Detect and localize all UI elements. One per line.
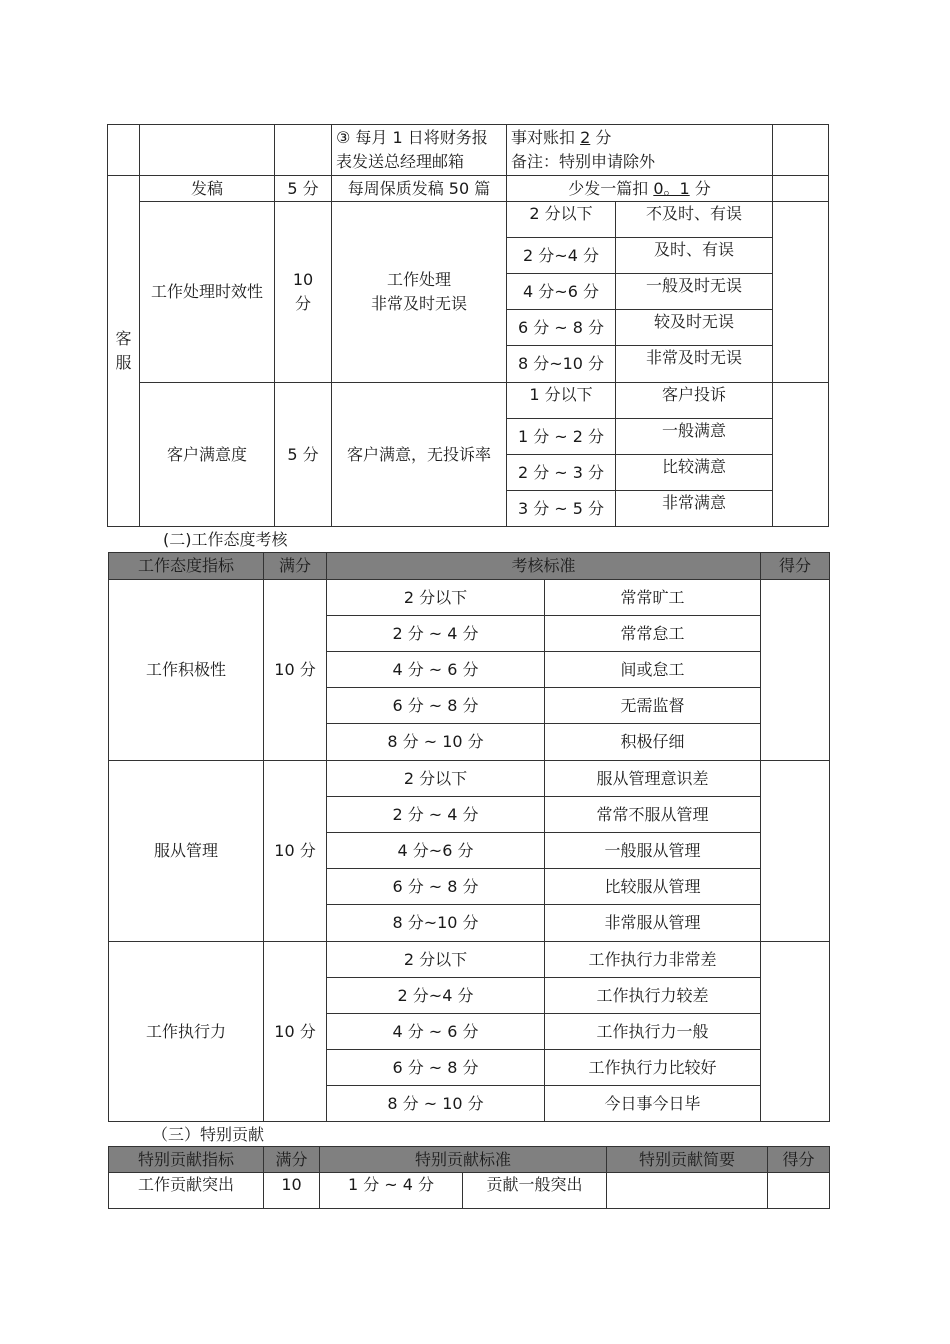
table-row <box>108 202 829 238</box>
full-score: 5 分 <box>275 383 332 527</box>
level-range: 2 分以下 <box>507 202 616 238</box>
level-range: 1 分以下 <box>507 383 616 419</box>
full-score: 10 分 <box>275 202 332 383</box>
level-range: 6 分 ~ 8 分 <box>327 869 545 905</box>
table-row <box>109 761 830 797</box>
item3-line2: 表发送总经理邮箱 <box>336 152 465 171</box>
level-range: 8 分~10 分 <box>327 905 545 942</box>
header-row <box>109 1147 830 1173</box>
special-contribution-table <box>108 1146 830 1209</box>
level-range: 2 分 ~ 3 分 <box>507 455 616 491</box>
level-range: 1 分 ~ 2 分 <box>507 419 616 455</box>
level-range: 2 分以下 <box>327 580 545 616</box>
table-row <box>108 383 829 419</box>
indicator-name: 工作贡献突出 <box>109 1173 264 1209</box>
indicator-name: 服从管理 <box>109 761 264 942</box>
deduction-note: 备注：特别申请除外 <box>511 152 656 171</box>
level-range: 4 分~6 分 <box>327 833 545 869</box>
finance-report-standard <box>332 125 507 176</box>
table-row <box>109 942 830 978</box>
table-cell <box>275 125 332 176</box>
level-desc: 比较服从管理 <box>545 869 761 905</box>
level-range: 1 分 ~ 4 分 <box>320 1173 463 1209</box>
level-desc: 常常怠工 <box>545 616 761 652</box>
deduct-value: 2 <box>580 128 591 147</box>
standard: 每周保质发稿 50 篇 <box>332 176 507 202</box>
department-cell: 客服 <box>108 176 140 527</box>
header-full: 满分 <box>264 1147 320 1173</box>
indicator-name: 工作积极性 <box>109 580 264 761</box>
level-desc: 不及时、有误 <box>616 202 773 238</box>
table-row <box>108 125 829 176</box>
score-cell <box>773 383 829 527</box>
deduction-line <box>511 126 768 150</box>
level-desc: 服从管理意识差 <box>545 761 761 797</box>
indicator-name: 工作执行力 <box>109 942 264 1122</box>
level-desc: 一般及时无误 <box>616 274 773 310</box>
level-desc: 非常满意 <box>616 491 773 527</box>
score-cell <box>768 1173 830 1209</box>
level-range: 6 分 ~ 8 分 <box>327 1050 545 1086</box>
level-range: 6 分 ~ 8 分 <box>327 688 545 724</box>
summary-cell <box>607 1173 768 1209</box>
full-score: 5 分 <box>275 176 332 202</box>
table-cell <box>140 125 275 176</box>
table-row <box>109 1173 830 1209</box>
header-row <box>109 553 830 580</box>
score-cell <box>761 761 830 942</box>
level-desc: 贡献一般突出 <box>463 1173 607 1209</box>
level-range: 4 分 ~ 6 分 <box>327 1014 545 1050</box>
header-standard: 考核标准 <box>327 553 761 580</box>
score-cell <box>761 942 830 1122</box>
level-desc: 工作执行力较差 <box>545 978 761 1014</box>
score-cell <box>761 580 830 761</box>
header-score: 得分 <box>768 1147 830 1173</box>
section3-title: （三）特别贡献 <box>152 1125 265 1144</box>
table-cell <box>108 125 140 176</box>
header-full: 满分 <box>264 553 327 580</box>
header-indicator: 工作态度指标 <box>109 553 264 580</box>
full-score: 10 <box>264 1173 320 1209</box>
level-range: 2 分 ~ 4 分 <box>327 616 545 652</box>
item3-line1: ③ 每月 1 日将财务报 <box>336 128 488 147</box>
performance-table-customer-service <box>107 124 829 527</box>
section2-title: (二)工作态度考核 <box>163 530 288 549</box>
table-row <box>108 176 829 202</box>
rule-prefix: 少发一篇扣 <box>568 178 654 198</box>
score-cell <box>773 202 829 383</box>
header-standard: 特别贡献标准 <box>320 1147 607 1173</box>
header-score: 得分 <box>761 553 830 580</box>
deduct-suffix: 分 <box>590 128 612 147</box>
level-range: 4 分 ~ 6 分 <box>327 652 545 688</box>
level-desc: 非常服从管理 <box>545 905 761 942</box>
level-desc: 非常及时无误 <box>616 346 773 383</box>
full-score: 10 分 <box>264 942 327 1122</box>
level-desc: 较及时无误 <box>616 310 773 346</box>
indicator-name: 客户满意度 <box>140 383 275 527</box>
full-score: 10 分 <box>264 580 327 761</box>
level-desc: 客户投诉 <box>616 383 773 419</box>
header-indicator: 特别贡献指标 <box>109 1147 264 1173</box>
level-desc: 今日事今日毕 <box>545 1086 761 1122</box>
rule-suffix: 分 <box>689 178 711 198</box>
post-deduction-rule <box>507 176 773 202</box>
level-desc: 常常旷工 <box>545 580 761 616</box>
level-range: 4 分~6 分 <box>507 274 616 310</box>
score-cell <box>773 176 829 202</box>
deduction-rule <box>507 125 773 176</box>
rule-value: 0。1 <box>653 178 690 198</box>
table-row <box>109 580 830 616</box>
level-desc: 常常不服从管理 <box>545 797 761 833</box>
work-attitude-table <box>108 552 830 1122</box>
level-desc: 及时、有误 <box>616 238 773 274</box>
level-desc: 无需监督 <box>545 688 761 724</box>
score-cell <box>773 125 829 176</box>
standard-line1: 工作处理 <box>386 270 451 289</box>
standard <box>332 202 507 383</box>
indicator-name: 工作处理时效性 <box>140 202 275 383</box>
level-desc: 比较满意 <box>616 455 773 491</box>
level-range: 2 分 ~ 4 分 <box>327 797 545 833</box>
header-summary: 特别贡献简要 <box>607 1147 768 1173</box>
level-range: 6 分 ~ 8 分 <box>507 310 616 346</box>
deduct-prefix: 事对账扣 <box>511 128 581 147</box>
level-range: 2 分以下 <box>327 761 545 797</box>
level-range: 8 分~10 分 <box>507 346 616 383</box>
level-range: 2 分~4 分 <box>327 978 545 1014</box>
level-desc: 工作执行力比较好 <box>545 1050 761 1086</box>
level-range: 3 分 ~ 5 分 <box>507 491 616 527</box>
level-range: 8 分 ~ 10 分 <box>327 1086 545 1122</box>
level-range: 8 分 ~ 10 分 <box>327 724 545 761</box>
standard: 客户满意，无投诉率 <box>332 383 507 527</box>
level-desc: 积极仔细 <box>545 724 761 761</box>
level-desc: 一般服从管理 <box>545 833 761 869</box>
indicator-name: 发稿 <box>140 176 275 202</box>
level-desc: 一般满意 <box>616 419 773 455</box>
standard-line2: 非常及时无误 <box>370 294 467 313</box>
full-score: 10 分 <box>264 761 327 942</box>
level-desc: 工作执行力一般 <box>545 1014 761 1050</box>
level-desc: 工作执行力非常差 <box>545 942 761 978</box>
level-range: 2 分以下 <box>327 942 545 978</box>
level-desc: 间或怠工 <box>545 652 761 688</box>
level-range: 2 分~4 分 <box>507 238 616 274</box>
